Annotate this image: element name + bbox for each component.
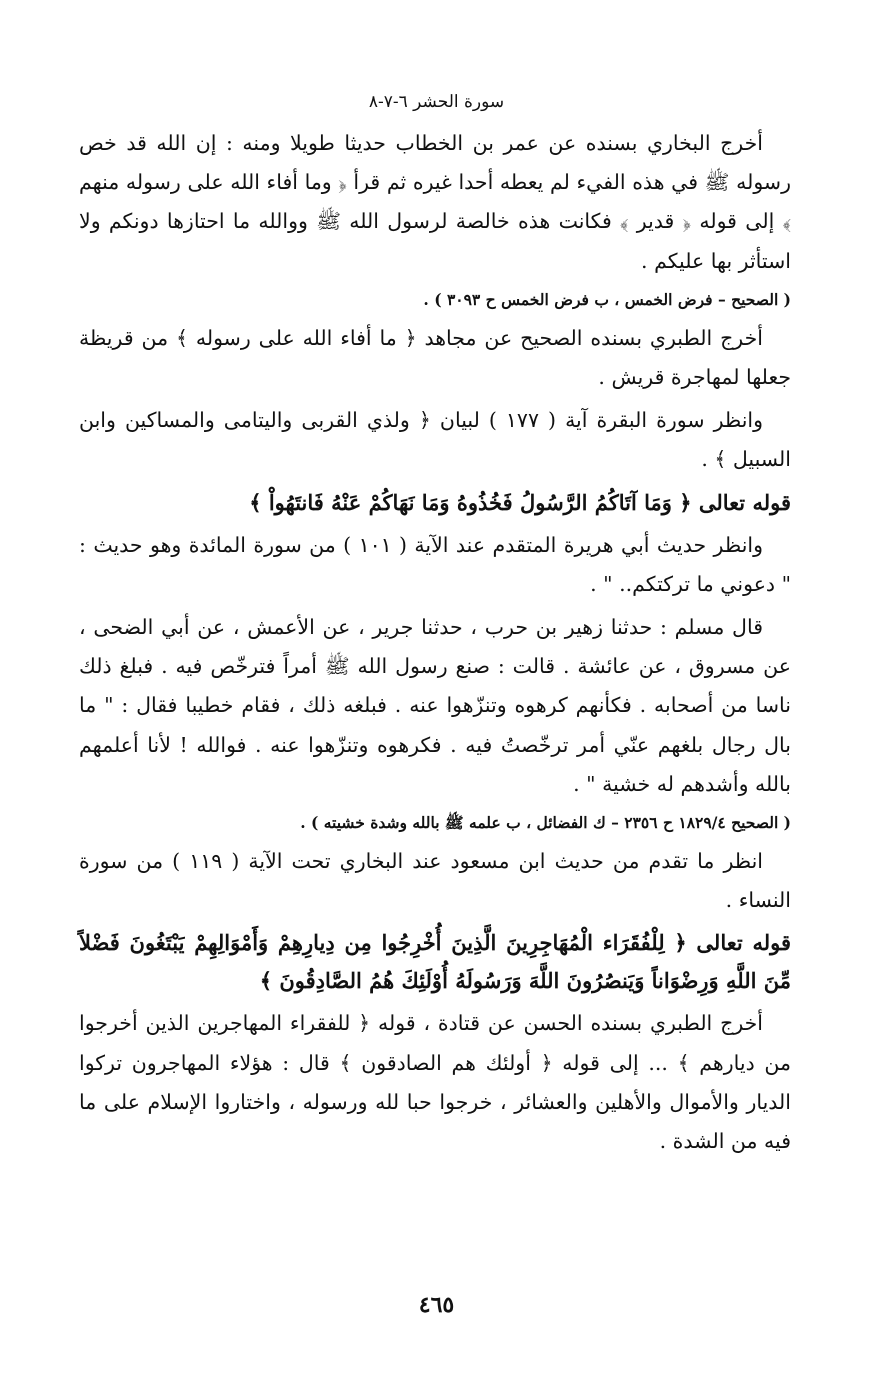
paragraph-muslim-aisha: قال مسلم : حدثنا زهير بن حرب ، حدثنا جرير ، عن الأعمش ، عن أبي الضحى ، عن مسروق ، عن عائشة . قالت : صنع رسول الله ﷺ أمراً فترخّص فيه . فبلغ ذلك ناسا من أصحابه . فكأنهم كرهوه وتنزّهوا عنه . فبلغه ذلك ، فقام خطيبا فقال : " ما بال رجال بلغهم عنّي أمر ترخّصتُ فيه . فكرهوه وتنزّهوا عنه . فوالله ! لأنا أعلمهم بالله وأشدهم له خشية " .	[79, 615, 791, 796]
paragraph-tabari-qatada: أخرج الطبري بسنده الحسن عن قتادة ، قوله ﴿ للفقراء المهاجرين الذين أخرجوا من ديارهم ﴾ ... إلى قوله ﴿ أولئك هم الصادقون ﴾ قال : هؤلاء المهاجرون تركوا الديار والأموال والأهلين والعشائر ، خرجوا حبا لله ورسوله ، واختاروا الإسلام على ما فيه من الشدة .	[79, 1011, 791, 1154]
paragraph-see-baqara: وانظر سورة البقرة آية ( ١٧٧ ) لبيان ﴿ ولذي القربى واليتامى والمساكين وابن السبيل ﴾ .	[79, 408, 791, 472]
verse-heading-ma-atakum: قوله تعالى ﴿ وَمَا آتَاكُمُ الرَّسُولُ فَخُذُوهُ وَمَا نَهَاكُمْ عَنْهُ فَانتَهُواْ ﴾	[249, 489, 791, 515]
reference-sahih-khums: ( الصحيح – فرض الخمس ، ب فرض الخمس ح ٣٠٩٣ ) .	[423, 289, 791, 309]
paragraph-ibn-masud: انظر ما تقدم من حديث ابن مسعود عند البخاري تحت الآية ( ١١٩ ) من سورة النساء .	[79, 849, 791, 913]
reference-sahih-fadail: ( الصحيح ١٨٢٩/٤ ح ٢٣٥٦ – ك الفضائل ، ب علمه ﷺ بالله وشدة خشيته ) .	[300, 813, 791, 833]
running-header: سورة الحشر ٦-٧-٨	[368, 92, 505, 112]
paragraph-tabari-mujahid: أخرج الطبري بسنده الصحيح عن مجاهد ﴿ ما أفاء الله على رسوله ﴾ من قريظة جعلها لمهاجرة قريش .	[79, 325, 791, 390]
page-body	[79, 124, 791, 1165]
paragraph-bukhari-fay: أخرج البخاري بسنده عن عمر بن الخطاب حديثا طويلا ومنه : إن الله قد خص رسوله ﷺ في هذه الفيء لم يعطه أحدا غيره ثم قرأ ﴿ وما أفاء الله على رسوله منهم ﴾ إلى قوله ﴿ قدير ﴾ فكانت هذه خالصة لرسول الله ﷺ ووالله ما احتازها دونكم ولا استأثر بها عليكم .	[79, 131, 791, 273]
paragraph-abu-hurayra: وانظر حديث أبي هريرة المتقدم عند الآية ( ١٠١ ) من سورة المائدة وهو حديث : " دعوني ما تركتكم.. " .	[79, 532, 791, 596]
page-number: ٤٦٥	[418, 1292, 455, 1318]
verse-heading-lil-fuqara: قوله تعالى ﴿ لِلْفُقَرَاء الْمُهَاجِرِينَ الَّذِينَ أُخْرِجُوا مِن دِيارِهِمْ وَأَمْوَالِهِمْ يَبْتَغُونَ فَضْلاً مِّنَ اللَّهِ وَرِضْوَاناً وَيَنصُرُونَ اللَّهَ وَرَسُولَهُ أُوْلَئِكَ هُمُ الصَّادِقُونَ ﴾	[79, 930, 791, 994]
